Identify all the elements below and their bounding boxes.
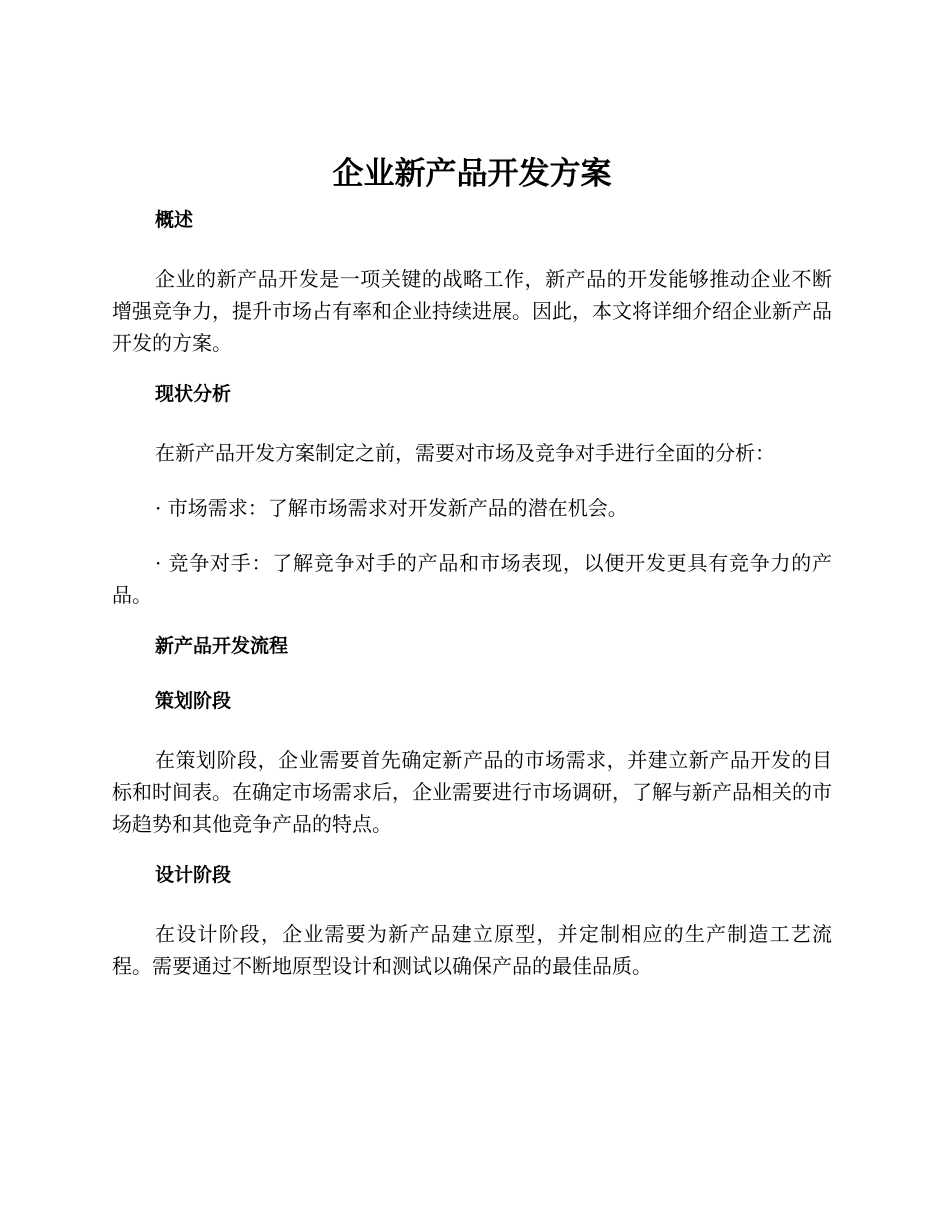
design-paragraph: 在设计阶段，企业需要为新产品建立原型，并定制相应的生产制造工艺流程。需要通过不断地原型设计和测试以确保产品的最佳品质。: [112, 922, 832, 978]
document-title: 企业新产品开发方案: [332, 156, 612, 192]
section-heading-overview: 概述: [155, 209, 194, 231]
section-heading-planning: 策划阶段: [155, 690, 232, 712]
planning-paragraph: 在策划阶段，企业需要首先确定新产品的市场需求，并建立新产品开发的目标和时间表。在确定市场需求后，企业需要进行市场调研，了解与新产品相关的市场趋势和其他竞争产品的特点。: [112, 748, 832, 836]
section-heading-design: 设计阶段: [155, 864, 232, 886]
document-body: [112, 152, 832, 1005]
overview-paragraph: 企业的新产品开发是一项关键的战略工作，新产品的开发能够推动企业不断增强竞争力，提升市场占有率和企业持续进展。因此，本文将详细介绍企业新产品开发的方案。: [112, 267, 832, 355]
analysis-intro-paragraph: 在新产品开发方案制定之前，需要对市场及竞争对手进行全面的分析：: [155, 441, 775, 465]
section-heading-process: 新产品开发流程: [155, 635, 289, 657]
analysis-bullet-competitors: · 竞争对手：了解竞争对手的产品和市场表现，以便开发更具有竞争力的产品。: [112, 551, 832, 607]
analysis-bullet-market: · 市场需求：了解市场需求对开发新产品的潜在机会。: [155, 496, 628, 520]
section-heading-analysis: 现状分析: [155, 383, 232, 405]
